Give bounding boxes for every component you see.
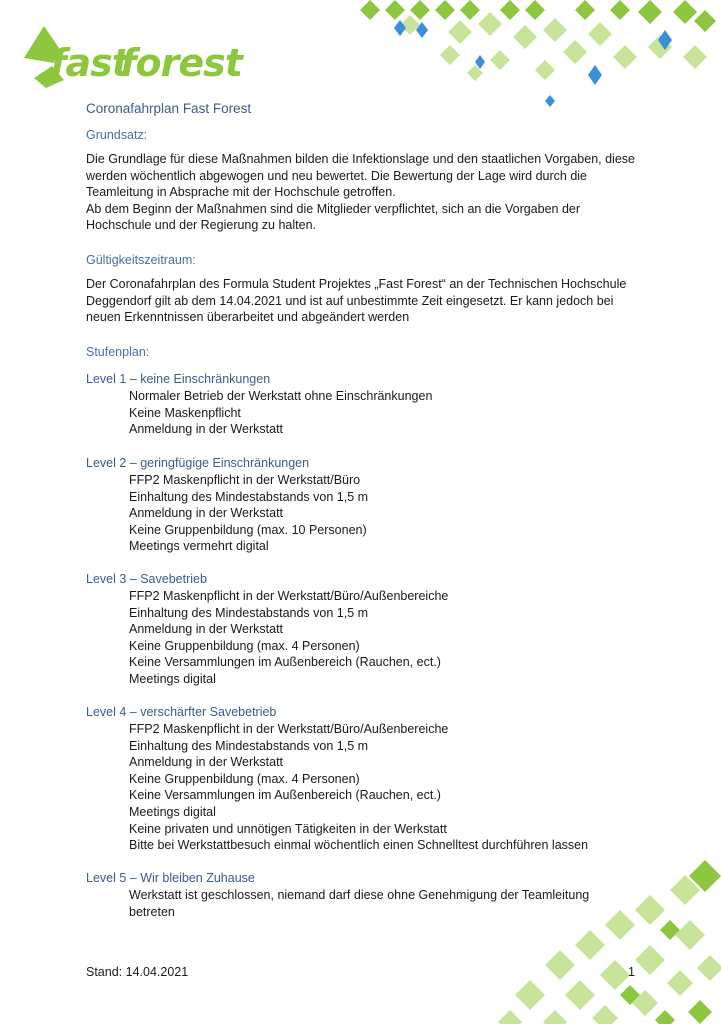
grundsatz-line: Hochschule und der Regierung zu halten. (86, 218, 317, 233)
level-1-list (129, 388, 649, 438)
logo-text-forest: forest (120, 41, 242, 85)
level-2-list (129, 472, 649, 555)
list-item: Keine Gruppenbildung (max. 4 Personen) (129, 638, 360, 653)
grundsatz-heading: Grundsatz: (86, 128, 148, 142)
level-3-heading: Level 3 – Savebetrieb (86, 572, 207, 586)
logo-text-fast: fast (50, 41, 129, 85)
gueltigkeit-heading: Gültigkeitszeitraum: (86, 253, 196, 267)
list-item: Anmeldung in der Werkstatt (129, 422, 284, 437)
list-item: betreten (129, 904, 175, 919)
list-item: Anmeldung in der Werkstatt (129, 506, 284, 521)
gueltigkeit-line: Der Coronafahrplan des Formula Student Projektes „Fast Forest“ an der Technischen Hochschule (86, 277, 627, 291)
decorative-diamond-pattern-top (350, 0, 721, 115)
level-5-heading: Level 5 – Wir bleiben Zuhause (86, 871, 255, 885)
list-item: FFP2 Maskenpflicht in der Werkstatt/Büro (129, 473, 361, 487)
decorative-diamond-pattern-bottom (500, 860, 721, 1024)
list-item: Keine Gruppenbildung (max. 10 Personen) (129, 522, 367, 537)
stufenplan-heading: Stufenplan: (86, 345, 150, 359)
level-3-list (129, 588, 649, 688)
level-1-heading: Level 1 – keine Einschränkungen (86, 372, 271, 386)
gueltigkeit-line: Deggendorf gilt ab dem 14.04.2021 und ist auf unbestimmte Zeit eingesetzt. Er kann jedoch bei (86, 293, 614, 308)
gueltigkeit-paragraph (86, 276, 646, 326)
list-item: Keine Gruppenbildung (max. 4 Personen) (129, 771, 360, 786)
level-5-list (129, 887, 649, 920)
page-number: 1 (628, 965, 635, 979)
grundsatz-line: Teamleitung in Absprache mit der Hochschule getroffen. (86, 185, 396, 200)
list-item: Keine privaten und unnötigen Tätigkeiten in der Werkstatt (129, 821, 447, 836)
list-item: Einhaltung des Mindestabstands von 1,5 m (129, 489, 369, 504)
list-item: Anmeldung in der Werkstatt (129, 755, 284, 770)
grundsatz-paragraph (86, 151, 646, 234)
list-item: Bitte bei Werkstattbesuch einmal wöchentlich einen Schnelltest durchführen lassen (129, 838, 589, 853)
grundsatz-line: Die Grundlage für diese Maßnahmen bilden die Infektionslage und den staatlichen Vorgaben, diese (86, 152, 635, 166)
level-2-heading: Level 2 – geringfügige Einschränkungen (86, 456, 310, 470)
level-4-list (129, 721, 649, 854)
gueltigkeit-line: neuen Erkenntnissen überarbeitet und abgeändert werden (86, 310, 410, 325)
list-item: Anmeldung in der Werkstatt (129, 622, 284, 637)
footer-stand-date: Stand: 14.04.2021 (86, 965, 189, 979)
list-item: FFP2 Maskenpflicht in der Werkstatt/Büro/Außenbereiche (129, 589, 449, 603)
list-item: Einhaltung des Mindestabstands von 1,5 m (129, 738, 369, 753)
list-item: FFP2 Maskenpflicht in der Werkstatt/Büro/Außenbereiche (129, 722, 449, 736)
list-item: Keine Versammlungen im Außenbereich (Rauchen, ect.) (129, 788, 441, 803)
list-item: Werkstatt ist geschlossen, niemand darf diese ohne Genehmigung der Teamleitung (129, 888, 590, 902)
list-item: Meetings digital (129, 671, 216, 686)
fast-forest-logo (24, 18, 242, 92)
list-item: Meetings digital (129, 804, 216, 819)
grundsatz-line: Ab dem Beginn der Maßnahmen sind die Mitglieder verpflichtet, sich an die Vorgaben der (86, 201, 581, 216)
list-item: Meetings vermehrt digital (129, 539, 269, 554)
list-item: Keine Maskenpflicht (129, 405, 241, 420)
level-4-heading: Level 4 – verschärfter Savebetrieb (86, 705, 277, 719)
list-item: Einhaltung des Mindestabstands von 1,5 m (129, 605, 369, 620)
list-item: Keine Versammlungen im Außenbereich (Rauchen, ect.) (129, 655, 441, 670)
list-item: Normaler Betrieb der Werkstatt ohne Einschränkungen (129, 389, 433, 403)
document-title: Coronafahrplan Fast Forest (86, 101, 252, 116)
grundsatz-line: werden wöchentlich abgewogen und neu bewertet. Die Bewertung der Lage wird durch die (86, 168, 588, 183)
